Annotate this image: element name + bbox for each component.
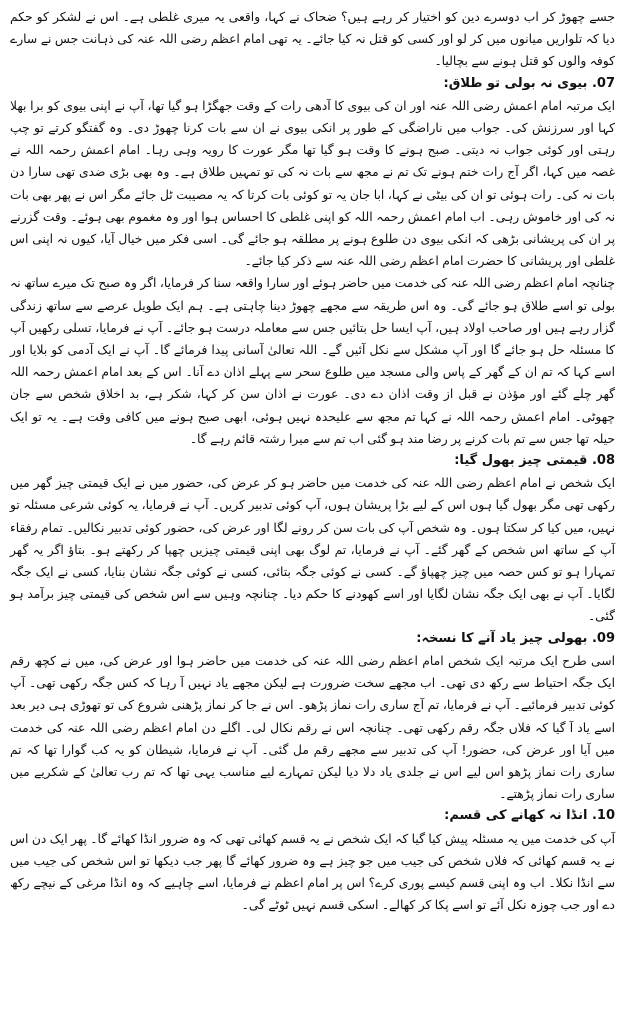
heading-08 xyxy=(10,450,615,472)
heading-09-number: 09. xyxy=(591,630,615,646)
heading-10 xyxy=(10,805,615,827)
paragraph-07-a: ایک مرتبہ امام اعمش رضی اللہ عنہ اور ان کی بیوی کا آدھی رات کے وقت جھگڑا ہو گیا تھا، آپ نے اپنی بیوی کو برا بھلا کہا اور سرزنش کی۔ جواب میں ناراضگی کے طور پر انکی بیوی نے ان سے بات کرنا چھوڑ دی۔ وہ گفتگو کرتے تو چپ رہتی اور کوئی جواب نہ دیتی۔ صبح ہونے کا وقت ہو گیا تھا مگر عورت کا رویہ وہی رہا۔ امام اعمش رحمہ اللہ نے غصہ میں کہا، اگر آج رات ختم ہونے تک تم نے مجھ سے بات نہ کی تو تمہیں طلاق ہے۔ وہ بھی بڑی ضدی تھی سارا دن بات نہ کی۔ رات ہوئی تو ان کی بیٹی نے کہا، ابا جان یہ تو کوئی بات کرتا کہ یہ مصیبت ٹل جائے مگر اس نے پھر بھی بات نہ کی اور خاموش رہی۔ اب امام اعمش رحمہ اللہ کو اپنی غلطی کا احساس ہوا اور وہ مغموم بھی ہوئے۔ وقت گزرنے پر ان کی پریشانی بڑھی کہ انکی بیوی دن طلوع ہونے پر مطلقہ ہو جائے گی۔ اسی فکر میں خیال آیا، کیوں نہ اپنی اس غلطی اور پریشانی کا حضرت امام اعظم رضی اللہ عنہ سے ذکر کیا جائے۔ xyxy=(10,98,615,269)
paragraph-10: آپ کی خدمت میں یہ مسئلہ پیش کیا گیا کہ ایک شخص نے یہ قسم کھائی تھی کہ وہ ضرور انڈا کھائے گا۔ پھر ایک دن اس نے یہ قسم کھائی کہ فلاں شخص کی جیب میں جو چیز ہے وہ ضرور کھائے گا پھر جب دیکھا تو اس شخص کی جیب میں سے انڈا نکلا۔ اب وہ اپنی قسم کیسے پوری کرے؟ اس پر امام اعظم نے فرمایا، اسے چاہیے کہ وہ انڈا مرغی کے نیچے رکھ دے اور جب چوزہ نکل آئے تو اسے پکا کر کھالے۔ اسکی قسم نہیں ٹوٹے گی۔ xyxy=(10,831,615,913)
heading-09 xyxy=(10,628,615,650)
heading-10-number: 10. xyxy=(591,808,615,824)
heading-10-title: انڈا نہ کھانے کی قسم: xyxy=(444,808,588,824)
heading-07 xyxy=(10,73,615,95)
paragraph-09: اسی طرح ایک مرتبہ ایک شخص امام اعظم رضی اللہ عنہ کی خدمت میں حاضر ہوا اور عرض کی، میں نے کچھ رقم ایک جگہ احتیاط سے رکھ دی تھی۔ اب مجھے سخت ضرورت ہے لیکن مجھے یاد نہیں آ رہا کہ کس جگہ رکھی تھی۔ آپ کوئی تدبیر فرمائیے۔ آپ نے فرمایا، تم آج ساری رات نماز پڑھو۔ اس نے جا کر نماز پڑھنی شروع کی تو تھوڑی ہی دیر بعد اسے یاد آ گیا کہ فلاں جگہ رقم رکھی تھی۔ چنانچہ اس نے رقم نکال لی۔ اگلے دن امام اعظم رضی اللہ عنہ کی خدمت میں آیا اور عرض کی، حضور! آپ کی تدبیر سے مجھے رقم مل گئی۔ آپ نے فرمایا، شیطان کو یہ کب گوارا تھا کہ تم ساری رات نماز پڑھو اس لیے اس نے جلدی یاد دلا دیا لیکن تمہارے لیے مناسب یہی تھا کہ تم رب تعالیٰ کے شکریے میں ساری رات نماز پڑھتے۔ xyxy=(10,653,615,802)
heading-08-title: قیمتی چیز بھول گیا: xyxy=(454,453,588,469)
heading-07-title: بیوی نہ بولی تو طلاق: xyxy=(443,75,588,91)
paragraph-07-b: چنانچہ امام اعظم رضی اللہ عنہ کی خدمت میں حاضر ہوئے اور سارا واقعہ سنا کر فرمایا، اگر وہ صبح تک میرے ساتھ نہ بولی تو اسے طلاق ہو جائے گی۔ وہ اس طریقہ سے مجھے چھوڑ دینا چاہتی ہے۔ ہم ایک طویل عرصے سے ساتھ زندگی گزار رہے ہیں اور صاحب اولاد ہیں، آپ ایسا حل بتائیں جس سے معاملہ درست ہو جائے۔ آپ نے فرمایا، تسلی رکھیں آپ کا مسئلہ حل ہو جائے گا اور آپ مشکل سے نکل آئیں گے۔ اللہ تعالیٰ آسانی پیدا فرمائے گا۔ آپ نے ایک آدمی کو بلایا اور اسے کہا کہ تم ان کے گھر کے پاس والی مسجد میں طلوع سحر سے پہلے اذان دے آنا۔ اس کے بعد امام اعمش رحمہ اللہ گھر چلے گئے اور مؤذن نے قبل از وقت اذان دے دی۔ عورت نے اذان سن کر کہا، شکر ہے، بد اخلاق شخص سے جان چھوٹی۔ امام اعمش رحمہ اللہ نے کہا تم مجھ سے علیحدہ نہیں ہوئی، ابھی صبح ہونے میں کافی وقت ہے۔ یہ تو ایک حیلہ تھا جس سے تم بات کرنے پر رضا مند ہو گئی اب تم سے میرا رشتہ قائم رہے گا۔ xyxy=(10,276,615,446)
heading-09-title: بھولی چیز یاد آنے کا نسخہ: xyxy=(416,630,588,646)
paragraph-intro: جسے چھوڑ کر اب دوسرے دین کو اختیار کر رہے ہیں؟ ضحاک نے کہا، واقعی یہ میری غلطی ہے۔ اس نے لشکر کو حکم دیا کہ تلواریں میانوں میں کر لو اور کسی کو قتل نہ کیا جائے۔ یہ تھی امام اعظم رضی اللہ عنہ کی ذہانت جس نے سارے کوفہ والوں کو قتل ہونے سے بچالیا۔ xyxy=(10,10,615,69)
heading-07-number: 07. xyxy=(591,75,615,91)
heading-08-number: 08. xyxy=(591,453,615,469)
paragraph-08: ایک شخص نے امام اعظم رضی اللہ عنہ کی خدمت میں حاضر ہو کر عرض کی، حضور میں نے ایک قیمتی چیز گھر میں رکھی تھی مگر بھول گیا ہوں اس کے لیے بڑا پریشان ہوں، آپ کوئی تدبیر کریں۔ آپ نے فرمایا، یہ کوئی شرعی مسئلہ تو نہیں، میں کیا کر سکتا ہوں۔ وہ شخص آپ کی بات سن کر رونے لگا اور عرض کی، حضور کوئی تدبیر نکالیں۔ تمام رفقاء آپ کے ساتھ اس شخص کے گھر گئے۔ آپ نے فرمایا، تم لوگ بھی اپنی قیمتی چیزیں چھپا کر رکھتے ہو۔ بتاؤ اگر یہ گھر تمہارا ہو تو کس حصہ میں چیز چھپاؤ گے۔ کسی نے کوئی جگہ بتائی، کسی نے کوئی جگہ نشان بنایا، کسی نے ایک جگہ لگایا۔ آپ نے بھی ایک جگہ نشان لگایا اور اسے کھودنے کا حکم دیا۔ چنانچہ وہیں سے اس شخص کی قیمتی چیز برآمد ہو گئی۔ xyxy=(10,476,615,624)
